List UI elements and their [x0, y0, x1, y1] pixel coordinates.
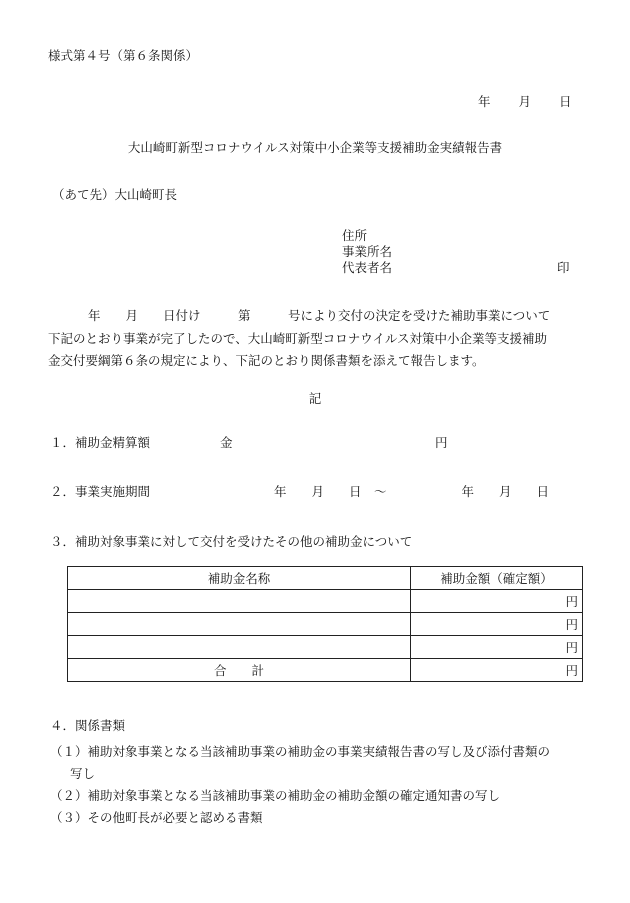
table-row — [68, 590, 583, 613]
representative-label: 代表者名 — [342, 260, 393, 275]
office-name-label: 事業所名 — [342, 244, 393, 259]
paragraph-line: 金交付要綱第６条の規定により、下記のとおり関係書類を添えて報告します。 — [48, 353, 485, 368]
subsidy-table — [67, 566, 583, 682]
addressee: （あて先）大山崎町長 — [52, 187, 178, 202]
document-item: （３）その他町長が必要と認める書類 — [50, 810, 263, 825]
yen-cell: 円 — [411, 613, 583, 636]
applicant-block — [342, 228, 392, 276]
document-item: （１）補助対象事業となる当該補助事業の補助金の事業実績報告書の写し及び添付書類の — [50, 744, 551, 759]
yen-cell: 円 — [411, 590, 583, 613]
table-row — [68, 613, 583, 636]
item1-label: １．補助金精算額 — [50, 435, 151, 450]
document-item: （２）補助対象事業となる当該補助事業の補助金の補助金額の確定通知書の写し — [50, 788, 501, 803]
table-row — [68, 636, 583, 659]
address-label: 住所 — [342, 228, 368, 243]
item1-kin: 金 — [220, 435, 233, 450]
item3-label: ３．補助対象事業に対して交付を受けたその他の補助金について — [50, 534, 413, 549]
document-item-continuation: 写し — [70, 766, 96, 781]
ki-heading: 記 — [308, 391, 322, 406]
document-title: 大山崎町新型コロナウイルス対策中小企業等支援補助金実績報告書 — [127, 140, 503, 155]
paragraph-line: 年 月 日付け 第 号により交付の決定を受けた補助事業について — [88, 308, 551, 323]
form-number: 様式第４号（第６条関係） — [48, 48, 199, 63]
subsidy-name-cell — [68, 636, 411, 659]
related-documents-list — [50, 741, 550, 829]
subsidy-name-cell — [68, 613, 411, 636]
header-subsidy-name: 補助金名称 — [68, 567, 411, 590]
date-line — [478, 96, 572, 109]
total-yen-cell: 円 — [411, 659, 583, 682]
header-subsidy-amount: 補助金額（確定額） — [411, 567, 583, 590]
paragraph-line: 下記のとおり事業が完了したので、大山崎町新型コロナウイルス対策中小企業等支援補助 — [48, 330, 548, 346]
body-paragraph — [48, 305, 588, 373]
subsidy-name-cell — [68, 590, 411, 613]
date-year: 年 — [478, 94, 491, 109]
total-label-cell: 合 計 — [68, 659, 411, 682]
yen-cell: 円 — [411, 636, 583, 659]
item1-yen: 円 — [435, 435, 448, 450]
table-total-row — [68, 659, 583, 682]
item2-period: 年 月 日 ～ 年 月 日 — [274, 484, 550, 499]
item4-label: ４．関係書類 — [50, 718, 126, 733]
item2-label: ２．事業実施期間 — [50, 484, 151, 499]
table-header-row — [68, 567, 583, 590]
date-day: 日 — [559, 94, 572, 109]
seal-mark: 印 — [557, 260, 570, 275]
date-month: 月 — [518, 94, 532, 109]
